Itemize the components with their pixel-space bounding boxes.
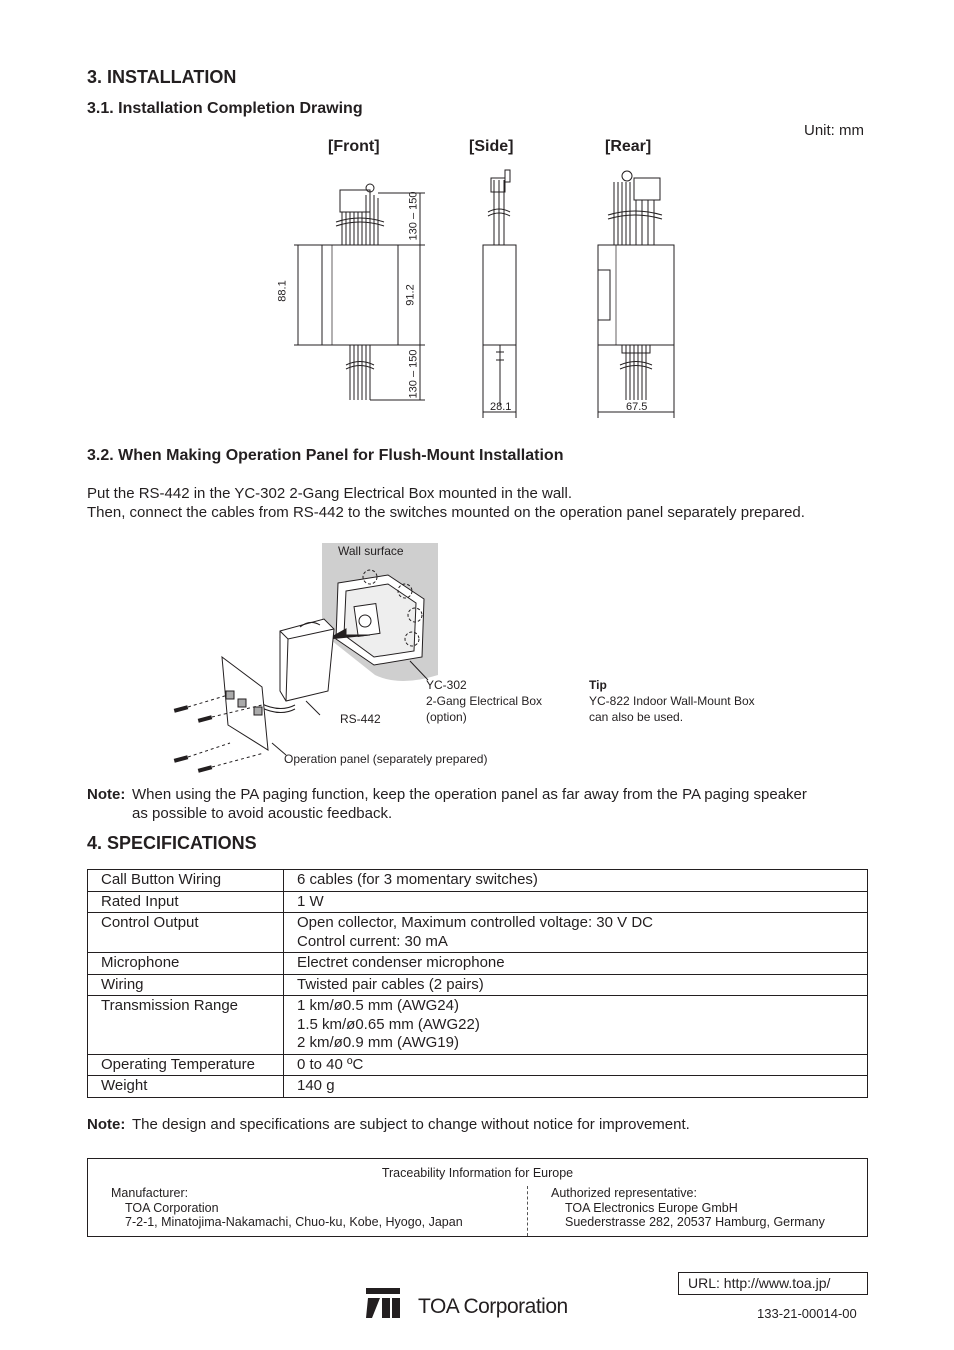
dim-height-side: 91.2	[404, 284, 417, 306]
operation-panel-label: Operation panel (separately prepared)	[284, 752, 488, 766]
document-number: 133-21-00014-00	[757, 1306, 857, 1321]
table-row	[88, 913, 868, 953]
table-row	[88, 870, 868, 892]
traceability-divider	[527, 1186, 528, 1236]
dim-depth: 28.1	[490, 401, 512, 413]
spec-key: Microphone	[88, 953, 284, 975]
note-label: Note:	[87, 786, 126, 803]
manufacturer-name: TOA Corporation	[125, 1200, 219, 1215]
spec-value: 140 g	[284, 1076, 868, 1098]
tip-title: Tip	[589, 678, 607, 692]
spec-value: Electret condenser microphone	[284, 953, 868, 975]
table-row	[88, 1054, 868, 1076]
rep-name: TOA Electronics Europe GmbH	[565, 1200, 738, 1215]
spec-key: Rated Input	[88, 891, 284, 913]
section-3-title: 3. INSTALLATION	[87, 67, 237, 87]
spec-key: Transmission Range	[88, 996, 284, 1055]
side-body	[483, 245, 516, 345]
subsection-3-2-title: 3.2. When Making Operation Panel for Flush-Mount Installation	[87, 447, 564, 464]
specifications-table	[87, 869, 868, 1098]
wall-surface-label: Wall surface	[338, 544, 404, 558]
spec-value: 1 W	[284, 891, 868, 913]
dim-width: 67.5	[626, 401, 648, 413]
traceability-box	[87, 1158, 868, 1237]
front-body	[322, 245, 398, 345]
spec-value: Open collector, Maximum controlled voltage: 30 V DC Control current: 30 mA	[284, 913, 868, 953]
unit-label: Unit: mm	[804, 122, 864, 139]
spec-key: Weight	[88, 1076, 284, 1098]
table-row	[88, 1076, 868, 1098]
yc302-label-3: (option)	[426, 710, 467, 724]
tip-line-2: can also be used.	[589, 710, 684, 724]
spec-key: Call Button Wiring	[88, 870, 284, 892]
note-line-1: When using the PA paging function, keep the operation panel as far away from the PA paging speaker	[132, 786, 807, 803]
tip-line-1: YC-822 Indoor Wall-Mount Box	[589, 694, 755, 708]
front-view-label: [Front]	[328, 138, 380, 155]
table-row	[88, 953, 868, 975]
section-4-title: 4. SPECIFICATIONS	[87, 833, 257, 853]
paragraph-line-1: Put the RS-442 in the YC-302 2-Gang Electrical Box mounted in the wall.	[87, 485, 572, 502]
dim-top-cable: 130 – 150	[407, 191, 420, 241]
url-box: URL: http://www.toa.jp/	[678, 1272, 868, 1295]
rep-label: Authorized representative:	[551, 1186, 697, 1200]
company-name: TOA Corporation	[418, 1295, 568, 1318]
rear-body	[598, 245, 674, 345]
spec-value: 1 km/ø0.5 mm (AWG24) 1.5 km/ø0.65 mm (AWG22) 2 km/ø0.9 mm (AWG19)	[284, 996, 868, 1055]
manufacturer-label: Manufacturer:	[111, 1186, 189, 1200]
rear-view-label: [Rear]	[605, 138, 652, 155]
rs442-label: RS-442	[340, 712, 381, 726]
yc302-label-1: YC-302	[426, 678, 467, 692]
rep-address: Suederstrasse 282, 20537 Hamburg, Germany	[565, 1215, 825, 1229]
table-row	[88, 996, 868, 1055]
traceability-title: Traceability Information for Europe	[381, 1166, 574, 1180]
manufacturer-address: 7-2-1, Minatojima-Nakamachi, Chuo-ku, Kobe, Hyogo, Japan	[125, 1215, 463, 1229]
subsection-3-1-title: 3.1. Installation Completion Drawing	[87, 100, 363, 117]
spec-key: Control Output	[88, 913, 284, 953]
table-row	[88, 891, 868, 913]
spec-value: 6 cables (for 3 momentary switches)	[284, 870, 868, 892]
spec-key: Operating Temperature	[88, 1054, 284, 1076]
spec-value: Twisted pair cables (2 pairs)	[284, 974, 868, 996]
table-row	[88, 974, 868, 996]
dim-height-front: 88.1	[276, 280, 289, 302]
flush-mount-illustration	[160, 535, 460, 775]
manufacturer-block	[111, 1186, 463, 1230]
note-line-2: as possible to avoid acoustic feedback.	[132, 805, 393, 822]
yc302-label-2: 2-Gang Electrical Box	[426, 694, 543, 708]
spec-note-text: The design and specifications are subject to change without notice for improvement.	[132, 1116, 690, 1133]
side-view-label: [Side]	[469, 138, 514, 155]
dim-bottom-cable: 130 – 150	[407, 349, 420, 399]
toa-logo-icon	[366, 1288, 400, 1320]
paragraph-line-2: Then, connect the cables from RS-442 to the switches mounted on the operation panel separately prepared.	[87, 504, 805, 521]
spec-value: 0 to 40 ºC	[284, 1054, 868, 1076]
spec-key: Wiring	[88, 974, 284, 996]
representative-block	[551, 1186, 825, 1230]
installation-drawing	[270, 160, 700, 420]
spec-note-label: Note:	[87, 1116, 126, 1133]
